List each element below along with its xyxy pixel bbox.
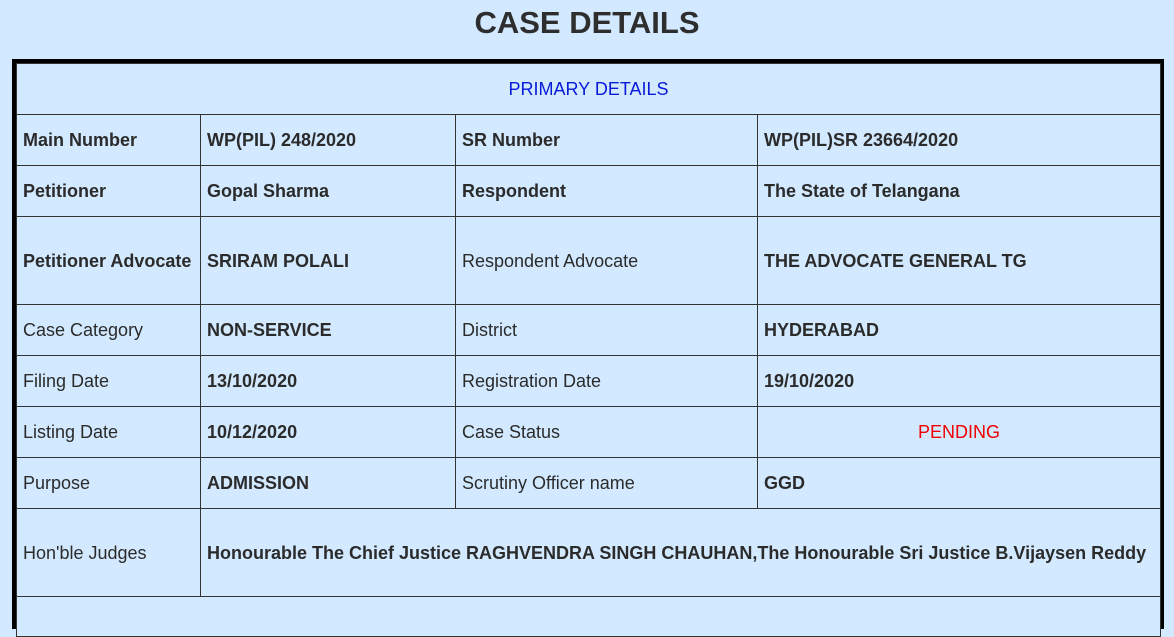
next-row-cell [17, 597, 1161, 637]
listing-date-value: 10/12/2020 [201, 407, 456, 458]
registration-date-label: Registration Date [456, 356, 758, 407]
table-row [17, 166, 1161, 217]
table-row [17, 458, 1161, 509]
purpose-label: Purpose [17, 458, 201, 509]
table-row [17, 356, 1161, 407]
district-label: District [456, 305, 758, 356]
case-status-label: Case Status [456, 407, 758, 458]
purpose-value: ADMISSION [201, 458, 456, 509]
case-category-label: Case Category [17, 305, 201, 356]
respondent-advocate-label: Respondent Advocate [456, 217, 758, 305]
petitioner-value: Gopal Sharma [201, 166, 456, 217]
petitioner-advocate-value: SRIRAM POLALI [201, 217, 456, 305]
case-details-frame [12, 59, 1164, 629]
district-value: HYDERABAD [758, 305, 1161, 356]
case-category-value: NON-SERVICE [201, 305, 456, 356]
respondent-advocate-value: THE ADVOCATE GENERAL TG [758, 217, 1161, 305]
scrutiny-officer-value: GGD [758, 458, 1161, 509]
table-row [17, 509, 1161, 597]
sr-number-label: SR Number [456, 115, 758, 166]
table-row-partial [17, 597, 1161, 637]
filing-date-label: Filing Date [17, 356, 201, 407]
petitioner-label: Petitioner [17, 166, 201, 217]
scrutiny-officer-label: Scrutiny Officer name [456, 458, 758, 509]
petitioner-advocate-label: Petitioner Advocate [17, 217, 201, 305]
case-status-badge: PENDING [758, 407, 1161, 458]
listing-date-label: Listing Date [17, 407, 201, 458]
main-number-value: WP(PIL) 248/2020 [201, 115, 456, 166]
table-row [17, 217, 1161, 305]
filing-date-value: 13/10/2020 [201, 356, 456, 407]
registration-date-value: 19/10/2020 [758, 356, 1161, 407]
sr-number-value: WP(PIL)SR 23664/2020 [758, 115, 1161, 166]
table-row [17, 305, 1161, 356]
respondent-label: Respondent [456, 166, 758, 217]
primary-details-header: PRIMARY DETAILS [17, 64, 1161, 115]
judges-label: Hon'ble Judges [17, 509, 201, 597]
judges-value: Honourable The Chief Justice RAGHVENDRA SINGH CHAUHAN,The Honourable Sri Justice B.Vijaysen Reddy [201, 509, 1161, 597]
table-row [17, 115, 1161, 166]
primary-details-table [16, 63, 1161, 637]
respondent-value: The State of Telangana [758, 166, 1161, 217]
page-title: CASE DETAILS [474, 5, 700, 40]
table-row [17, 407, 1161, 458]
main-number-label: Main Number [17, 115, 201, 166]
